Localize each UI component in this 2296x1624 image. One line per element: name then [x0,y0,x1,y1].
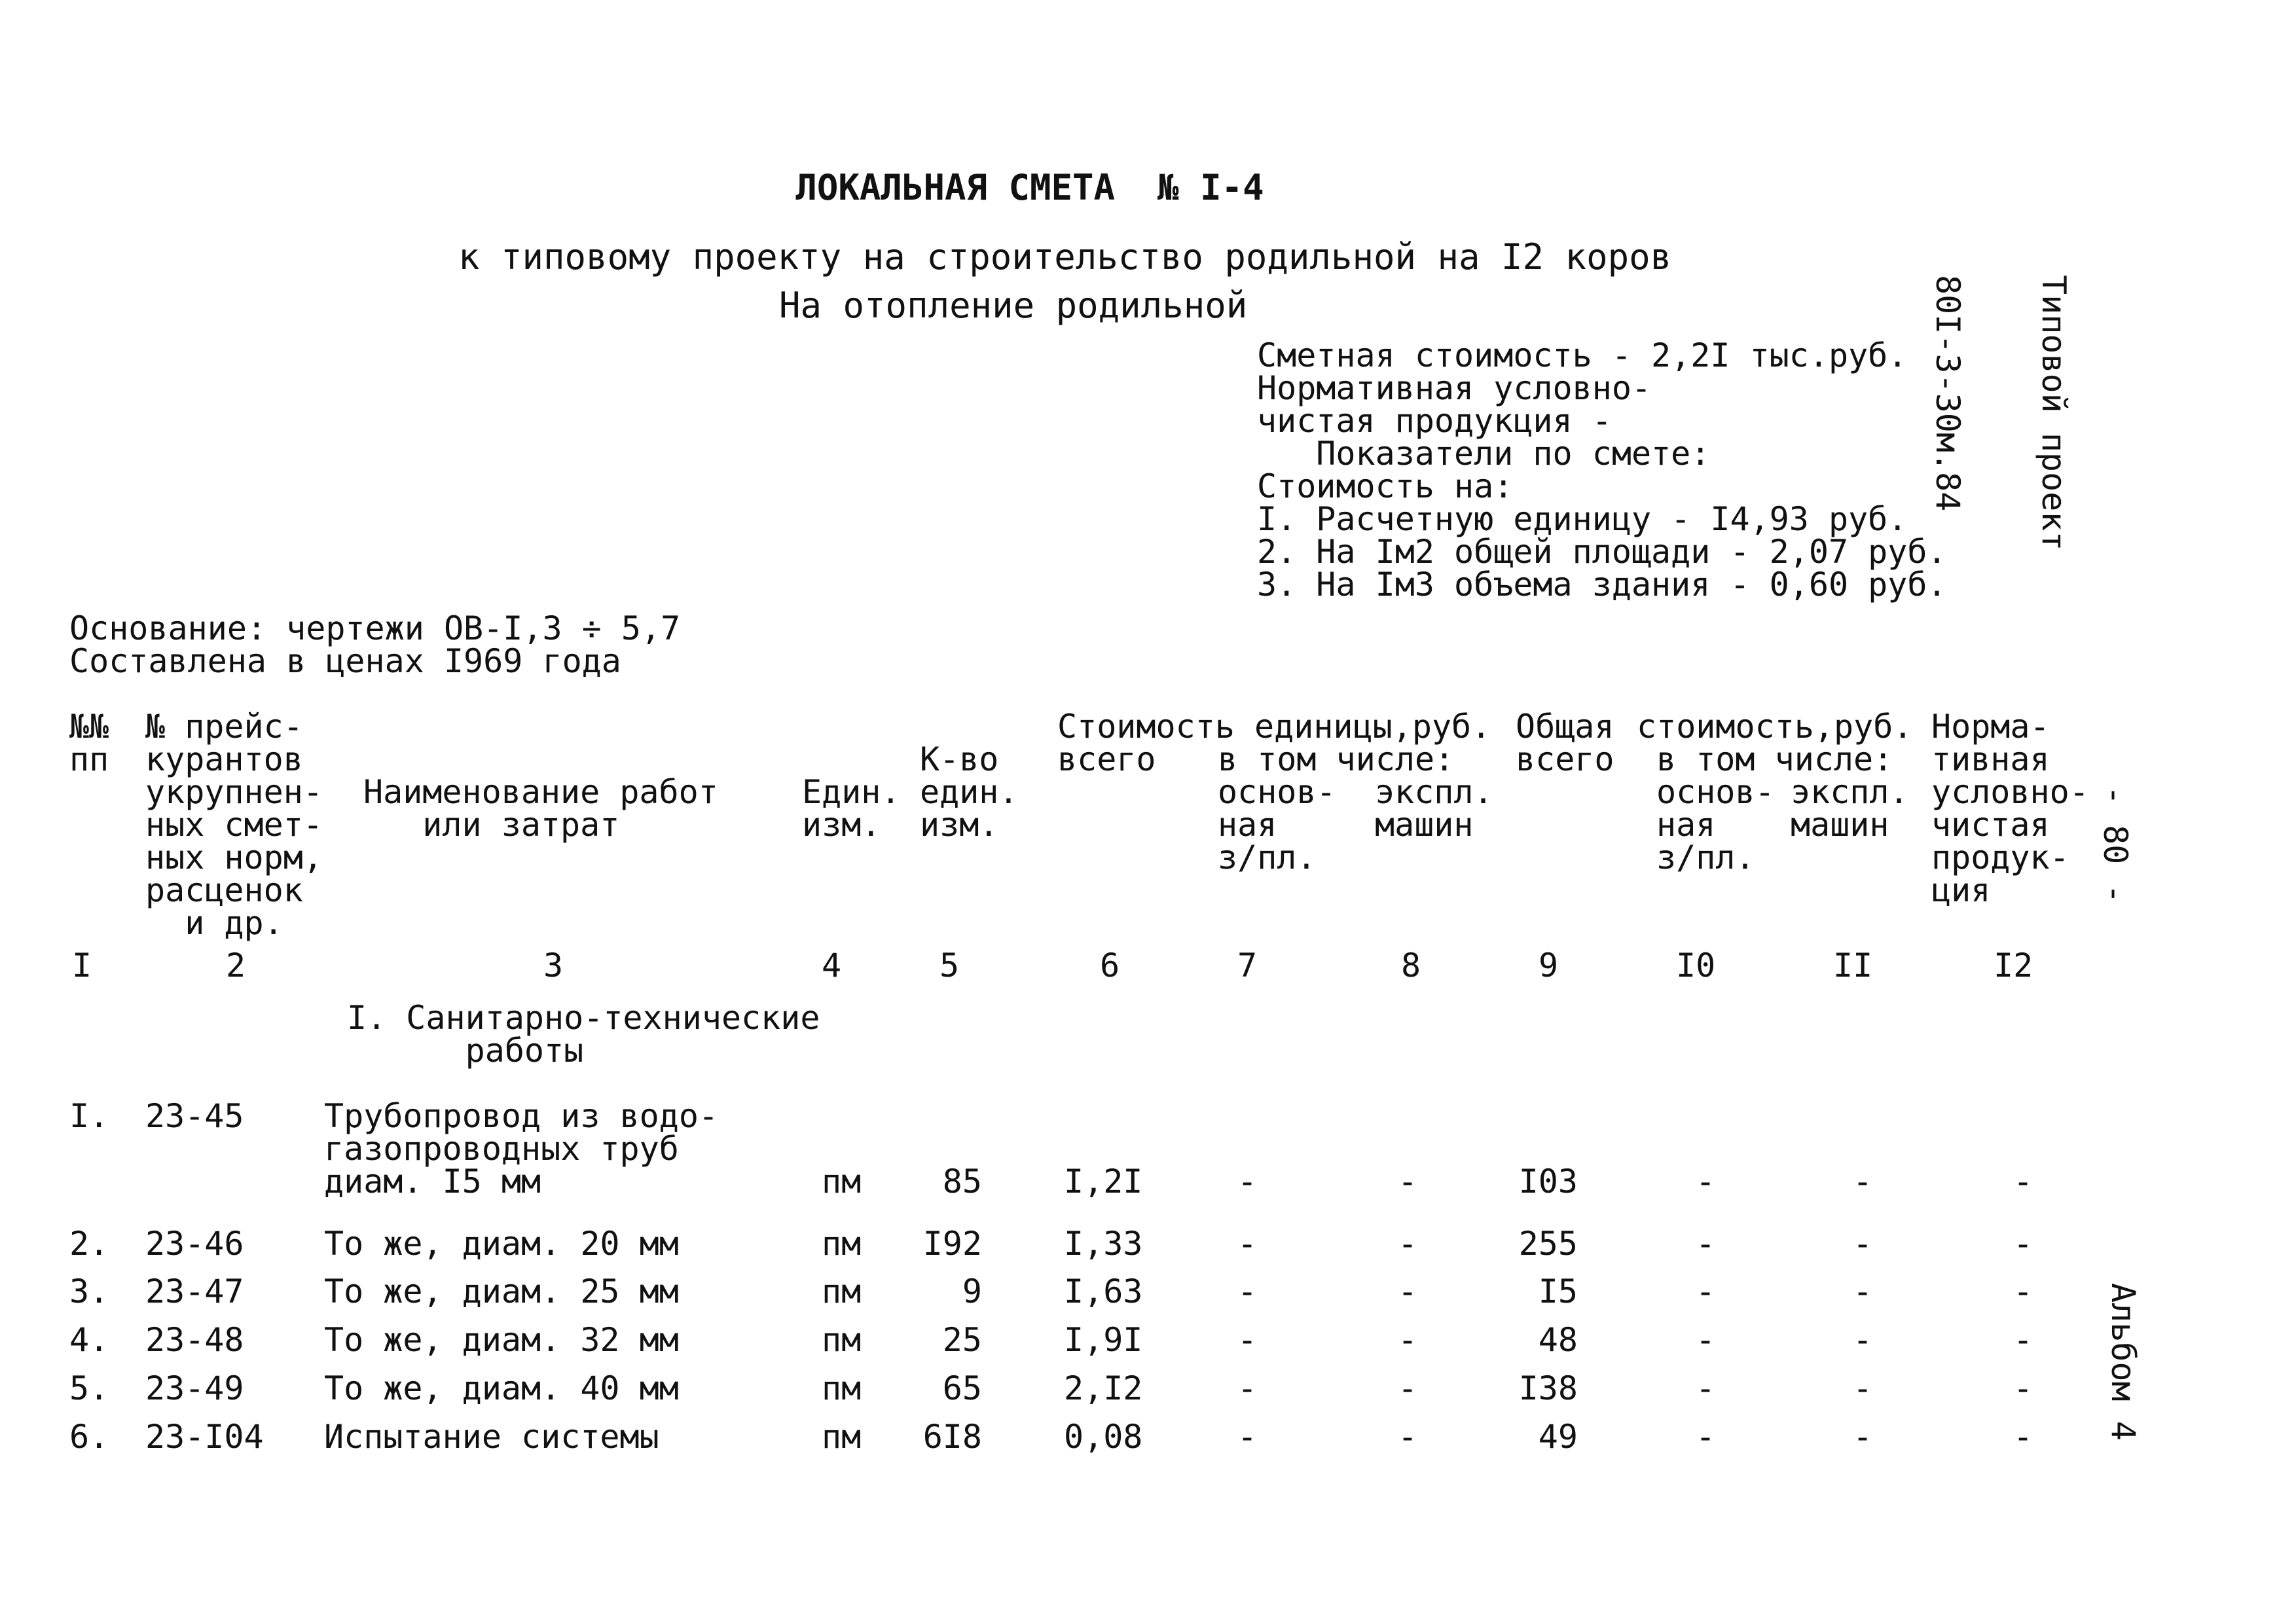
row-unit-machines: - [1398,1163,1418,1200]
col-number: I2 [1994,947,2033,984]
row-total: I38 [1518,1369,1578,1407]
row-total-machines: - [1853,1272,1873,1310]
row-unit-price: 0,08 [1064,1418,1143,1456]
row-net-output: - [2013,1163,2033,1200]
row-total: I03 [1518,1163,1578,1200]
header-col-name: Наименование работ или затрат [363,773,718,844]
row-qty: 25 [942,1321,982,1359]
row-net-output: - [2013,1225,2033,1263]
header-group-including-2: в том числе: [1656,740,1893,778]
row-unit-price: I,63 [1064,1272,1143,1310]
row-code: 23-48 [145,1321,244,1359]
row-unit-price: 2,I2 [1064,1369,1143,1407]
side-project-line2: 80I-3-30м.84 [1929,275,1967,512]
header-col-total-wage: основ- ная з/пл. [1656,773,1775,876]
header-col-total: всего [1516,740,1614,778]
header-col-code: № прейс- курантов укрупнен- ных смет- ных норм, расценок и др. [145,708,323,942]
row-total-machines: - [1853,1369,1873,1407]
side-project-label [1895,275,2142,550]
row-unit-wage: - [1237,1272,1258,1310]
col-number: 8 [1400,947,1421,984]
summary-line: Показатели по смете: [1257,435,1711,473]
header-group-including: в том числе: [1218,740,1455,778]
row-number: 3. [69,1272,109,1310]
row-total-machines: - [1853,1225,1873,1263]
row-net-output: - [2013,1272,2033,1310]
header-col-unit-wage: основ- ная з/пл. [1218,773,1336,876]
row-unit-machines: - [1398,1272,1418,1310]
col-number: 4 [821,947,842,984]
row-unit-wage: - [1237,1321,1258,1359]
row-name: Испытание системы [324,1418,659,1456]
row-unit: пм [822,1321,862,1359]
col-number: II [1833,947,1873,984]
row-code: 23-45 [145,1097,244,1135]
col-number: 3 [543,947,564,984]
summary-line: чистая продукция - [1257,402,1612,440]
row-code: 23-46 [145,1225,244,1263]
section-heading: I. Санитарно-технические работы [347,999,820,1070]
header-group-total-cost-1: Общая [1516,708,1614,746]
row-unit-price: I,2I [1064,1163,1143,1200]
row-unit-machines: - [1398,1369,1418,1407]
row-code: 23-I04 [145,1418,264,1456]
object-name: На отопление родильной [779,285,1248,326]
row-unit: пм [822,1369,862,1407]
page-number: - 80 - [2096,785,2134,904]
summary-line: Сметная стоимость - 2,2I тыс.руб. [1257,336,1908,374]
header-col-total-machines: экспл. машин [1791,773,1909,844]
row-unit-machines: - [1398,1418,1418,1456]
col-number: 2 [225,947,246,984]
side-album-label: Альбом 4 [2104,1283,2142,1441]
summary-line: I. Расчетную единицу - I4,93 руб. [1257,500,1908,538]
row-qty: 65 [942,1369,982,1407]
row-qty: 6I8 [922,1418,982,1456]
row-qty: 85 [942,1163,982,1200]
row-unit: пм [822,1418,862,1456]
row-number: 4. [69,1321,109,1359]
row-total-machines: - [1853,1321,1873,1359]
row-number: I. [69,1097,109,1135]
row-net-output: - [2013,1369,2033,1407]
summary-line: Стоимость на: [1257,467,1514,505]
row-name: То же, диам. 32 мм [324,1321,679,1359]
basis-line2: Составлена в ценах I969 года [69,642,621,680]
row-unit-machines: - [1398,1225,1418,1263]
row-unit-machines: - [1398,1321,1418,1359]
row-unit-wage: - [1237,1163,1258,1200]
side-project-line1: Типовой проект [2035,275,2073,551]
basis-line1: Основание: чертежи ОВ-I,3 ÷ 5,7 [69,609,681,647]
summary-line: 3. На Iм3 объема здания - 0,60 руб. [1257,566,1947,604]
col-number: 9 [1538,947,1559,984]
row-name: То же, диам. 40 мм [324,1369,679,1407]
row-unit-wage: - [1237,1369,1258,1407]
row-unit-wage: - [1237,1225,1258,1263]
row-total: 48 [1538,1321,1578,1359]
row-total-machines: - [1853,1163,1873,1200]
header-col-unit: Един. изм. [802,773,901,844]
header-col-number: №№ пп [69,708,109,778]
row-name: Трубопровод из водо- газопроводных труб диам. I5 мм [324,1097,719,1200]
row-name: То же, диам. 20 мм [324,1225,679,1263]
col-number: 5 [939,947,960,984]
header-col-net-output: Норма- тивная условно- чистая продук- ция [1931,708,2089,909]
row-net-output: - [2013,1321,2033,1359]
row-number: 5. [69,1369,109,1407]
row-total-wage: - [1696,1418,1716,1456]
row-total-wage: - [1696,1163,1716,1200]
col-number: 6 [1099,947,1120,984]
row-unit: пм [822,1272,862,1310]
summary-line: Нормативная условно- [1257,369,1652,407]
row-net-output: - [2013,1418,2033,1456]
row-qty: I92 [922,1225,982,1263]
row-unit-price: I,33 [1064,1225,1143,1263]
row-number: 6. [69,1418,109,1456]
summary-line: 2. На Iм2 общей площади - 2,07 руб. [1257,533,1947,571]
row-total-wage: - [1696,1321,1716,1359]
document-title: ЛОКАЛЬНАЯ СМЕТА № I-4 [795,167,1264,208]
row-total: 255 [1518,1225,1578,1263]
row-total: I5 [1538,1272,1578,1310]
row-unit-price: I,9I [1064,1321,1143,1359]
col-number: 7 [1237,947,1258,984]
row-number: 2. [69,1225,109,1263]
row-total-wage: - [1696,1225,1716,1263]
row-code: 23-49 [145,1369,244,1407]
row-qty: 9 [962,1272,982,1310]
row-unit: пм [822,1163,862,1200]
header-group-total-cost-2: стоимость,руб. [1637,708,1913,746]
document-subtitle: к типовому проекту на строительство родильной на I2 коров [458,236,1672,278]
row-unit-wage: - [1237,1418,1258,1456]
header-group-unit-cost: Стоимость единицы,руб. [1057,708,1491,746]
header-col-qty: К-во един. изм. [920,740,1019,844]
row-total-machines: - [1853,1418,1873,1456]
row-name: То же, диам. 25 мм [324,1272,679,1310]
row-total-wage: - [1696,1272,1716,1310]
col-number: I [71,947,92,984]
col-number: I0 [1676,947,1716,984]
row-unit: пм [822,1225,862,1263]
row-total: 49 [1538,1418,1578,1456]
row-code: 23-47 [145,1272,244,1310]
header-col-unit-machines: экспл. машин [1375,773,1493,844]
row-total-wage: - [1696,1369,1716,1407]
header-col-unit-total: всего [1057,740,1156,778]
